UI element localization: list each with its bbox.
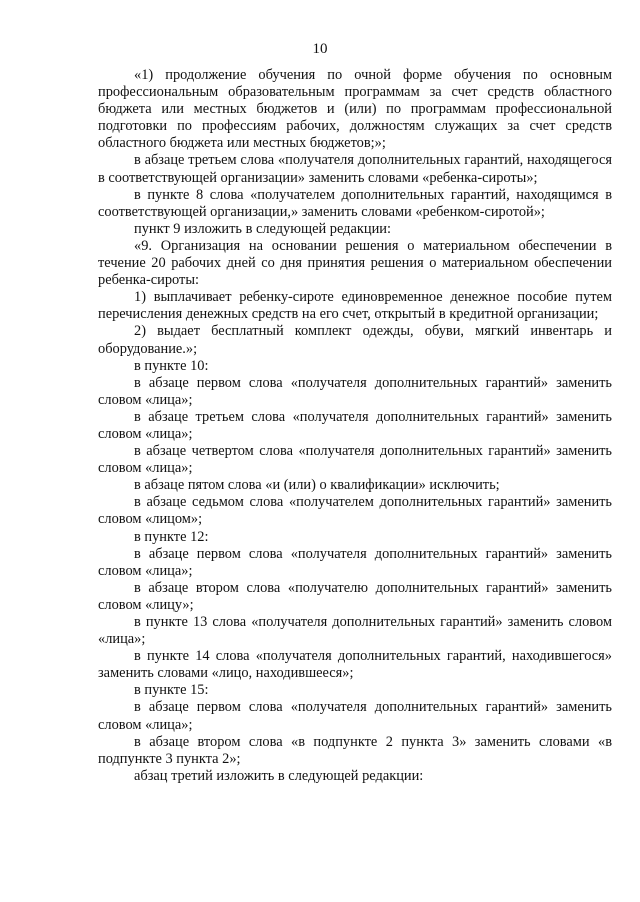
paragraph-17: в пункте 13 слова «получателя дополнительных гарантий» заменить словом «лица»; [98, 614, 612, 648]
paragraph-3: в пункте 8 слова «получателем дополнительных гарантий, находящимся в соответствующей организации,» заменить словами «ребенком-сиротой»; [98, 186, 612, 220]
paragraph-20: в абзаце первом слова «получателя дополнительных гарантий» заменить словом «лица»; [98, 699, 612, 733]
paragraph-14: в пункте 12: [134, 528, 209, 545]
paragraph-7: 2) выдает бесплатный комплект одежды, обуви, мягкий инвентарь и оборудование.»; [98, 323, 612, 357]
paragraph-10: в абзаце третьем слова «получателя дополнительных гарантий» заменить словом «лица»; [98, 408, 612, 442]
paragraph-11: в абзаце четвертом слова «получателя дополнительных гарантий» заменить словом «лица»; [98, 443, 612, 477]
document-body [98, 67, 612, 785]
paragraph-12: в абзаце пятом слова «и (или) о квалификации» исключить; [134, 477, 500, 494]
paragraph-15: в абзаце первом слова «получателя дополнительных гарантий» заменить словом «лица»; [98, 545, 612, 579]
paragraph-6: 1) выплачивает ребенку-сироте единовременное денежное пособие путем перечисления денежных средств на его счет, открытый в кредитной организации; [98, 289, 612, 323]
paragraph-18: в пункте 14 слова «получателя дополнительных гарантий, находившегося» заменить словами «лицо, находившееся»; [98, 648, 612, 682]
paragraph-8: в пункте 10: [134, 357, 209, 374]
paragraph-13: в абзаце седьмом слова «получателем дополнительных гарантий» заменить словом «лицом»; [98, 494, 612, 528]
paragraph-5: «9. Организация на основании решения о материальном обеспечении в течение 20 рабочих дней со дня принятия решения о материальном обеспечении ребенка-сироты: [98, 237, 612, 289]
paragraph-19: в пункте 15: [134, 682, 209, 699]
paragraph-22: абзац третий изложить в следующей редакции: [134, 767, 424, 784]
page-number: 10 [312, 41, 328, 57]
paragraph-4: пункт 9 изложить в следующей редакции: [134, 220, 391, 237]
paragraph-21: в абзаце втором слова «в подпункте 2 пункта 3» заменить словами «в подпункте 3 пункта 2»; [98, 733, 612, 767]
paragraph-9: в абзаце первом слова «получателя дополнительных гарантий» заменить словом «лица»; [98, 374, 612, 408]
paragraph-1: «1) продолжение обучения по очной форме обучения по основным профессиональным образовательным программам за счет средств областного бюджета или местных бюджетов и (или) по программам профессиональной подготовки по профессиям рабочих, должностям служащих за счет средств областного бюджета или местных бюджетов;»; [98, 67, 612, 152]
paragraph-2: в абзаце третьем слова «получателя дополнительных гарантий, находящегося в соответствующей организации» заменить словами «ребенка-сироты»; [98, 152, 612, 186]
paragraph-16: в абзаце втором слова «получателю дополнительных гарантий» заменить словом «лицу»; [98, 579, 612, 613]
